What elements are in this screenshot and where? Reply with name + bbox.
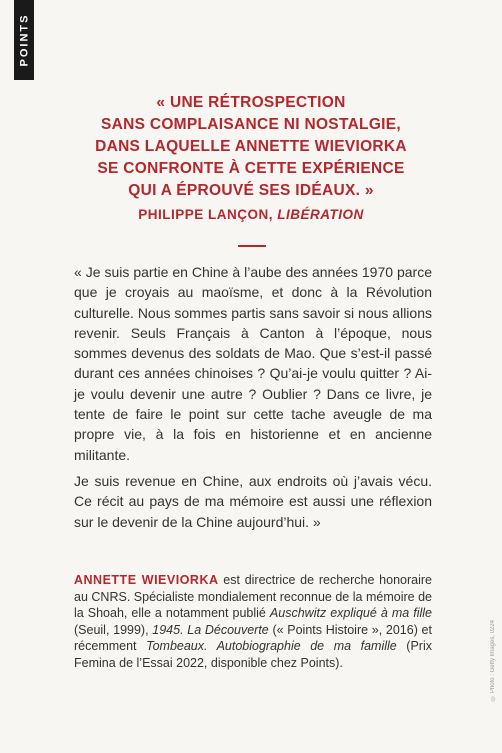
book-title: 1945. La Découverte <box>152 622 269 637</box>
book-title: Tombeaux. Autobiographie de ma famille <box>146 639 397 653</box>
quote-source <box>0 204 502 226</box>
bio-text: (Prix Femina de l’Essai 2022, disponible chez Points). <box>74 639 433 670</box>
quote-line: QUI A ÉPROUVÉ SES IDÉAUX. » <box>128 182 374 199</box>
back-cover-text <box>74 262 432 538</box>
quote-line: SE CONFRONTE À CETTE EXPÉRIENCE <box>97 160 405 177</box>
paragraph: Je suis revenue en Chine, aux endroits où j’avais vécu. Ce récit au pays de ma mémoire est aussi une réflexion sur le devenir de la Chine aujourd’hui. » <box>74 472 432 530</box>
pull-quote <box>0 92 502 226</box>
brand-logo <box>14 0 34 80</box>
bio-text: (Seuil, 1999), <box>74 622 153 637</box>
quote-source-name: PHILIPPE LANÇON, <box>138 207 273 222</box>
author-bio <box>74 572 432 671</box>
author-name: ANNETTE WIEVIORKA <box>74 573 219 587</box>
photo-credit: © Photo : Getty Images, 0224 <box>490 620 496 701</box>
quote-line: SANS COMPLAISANCE NI NOSTALGIE, <box>100 116 402 133</box>
paragraph: « Je suis partie en Chine à l’aube des années 1970 parce que je croyais au maoïsme, et donc à la Révolution culturelle. Nous sommes partis sans savoir si nous allions revenir. Seuls Français à Canton à l’époque, nous sommes devenus des soldats de Mao. Que s’est-il passé durant ces années chinoises ? Qu’ai-je voulu quitter ? Ai-je voulu devenir une autre ? Oublier ? Dans ce livre, je tente de faire le point sur cette tache aveugle de ma propre vie, à la fois en historienne et en ancienne militante. <box>74 264 432 463</box>
divider <box>238 245 266 247</box>
quote-line: DANS LAQUELLE ANNETTE WIEVIORKA <box>95 138 407 155</box>
quote-line: « UNE RÉTROSPECTION <box>156 94 346 111</box>
bio-text: est directrice de recherche honoraire au CNRS. Spécialiste mondialement reconnue de la mémoire de la Shoah, elle a notamment publié <box>74 573 432 620</box>
brand-name: POINTS <box>18 13 31 67</box>
book-title: Auschwitz expliqué à ma fille <box>269 606 432 620</box>
bio-text: (« Points Histoire », 2016) et récemment <box>74 622 432 653</box>
quote-source-publication: LIBÉRATION <box>277 207 364 222</box>
